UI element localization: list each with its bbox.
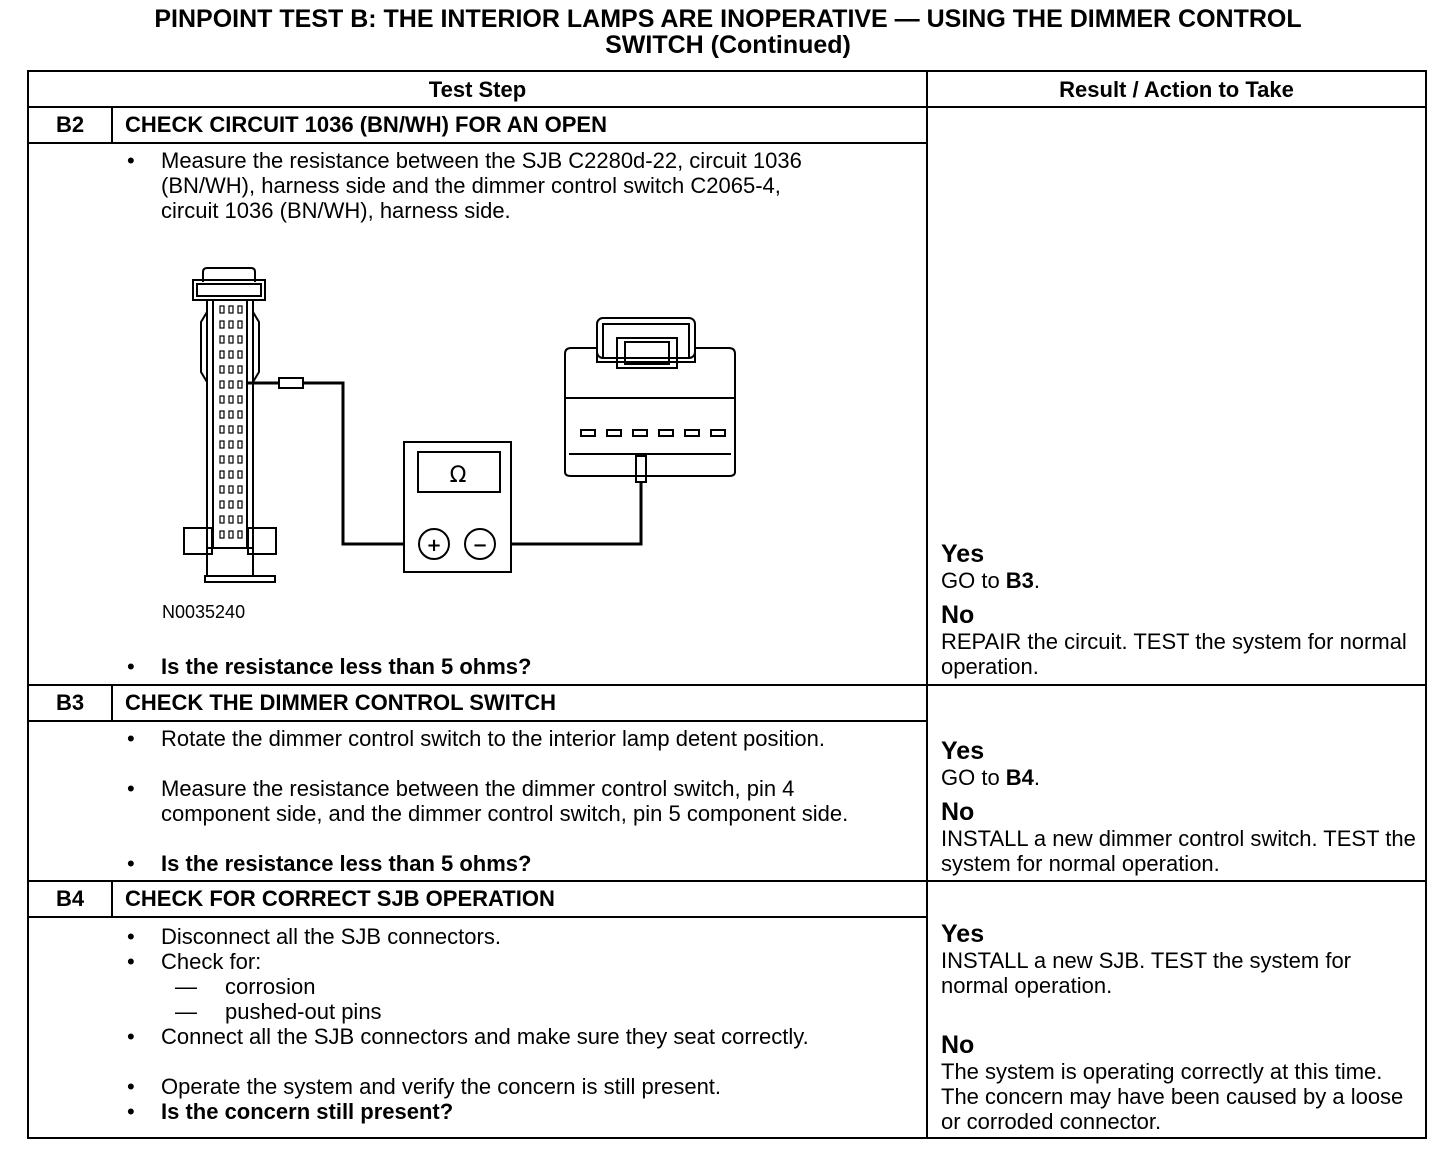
dash: —	[175, 974, 197, 999]
pinpoint-table	[27, 70, 1427, 1139]
connector-pin	[220, 426, 224, 433]
connector-pin	[238, 486, 242, 493]
b4-bullet-1-text: Disconnect all the SJB connectors.	[161, 924, 501, 949]
connector-pin	[229, 441, 233, 448]
b4-id-divider	[111, 880, 113, 918]
connector-pin	[238, 426, 242, 433]
step-title-b4: CHECK FOR CORRECT SJB OPERATION	[125, 886, 555, 911]
connector-pin	[220, 336, 224, 343]
connector-pin	[220, 351, 224, 358]
b3-bullet-1	[127, 726, 867, 751]
connector-pin	[229, 396, 233, 403]
b4-yes-text: INSTALL a new SJB. TEST the system for normal operation.	[941, 948, 1352, 998]
connector-pin	[220, 456, 224, 463]
b4-no-label: No	[941, 1031, 975, 1059]
b3-question-text: Is the resistance less than 5 ohms?	[161, 851, 532, 876]
connector-pin	[238, 441, 242, 448]
b2-bullet-1-text: Measure the resistance between the SJB C2280d-22, circuit 1036 (BN/WH), harness side and the dimmer control switch C2065-4, circuit 1036 (BN/WH), harness side.	[161, 148, 802, 223]
b4-result-no	[941, 1031, 1421, 1134]
connector-pin	[229, 501, 233, 508]
title-line-2: SWITCH (Continued)	[605, 31, 851, 59]
b3-yes-suffix: .	[1033, 765, 1041, 790]
b3-yes-label: Yes	[941, 737, 985, 765]
b4-result-yes	[941, 920, 1421, 998]
connector-pin	[238, 381, 242, 388]
connector-pin	[238, 516, 242, 523]
bullet: •	[127, 726, 135, 751]
connector-pin	[238, 351, 242, 358]
connector-pin	[238, 321, 242, 328]
dimmer-pins	[581, 430, 725, 436]
bullet: •	[127, 851, 135, 876]
step-title-b2: CHECK CIRCUIT 1036 (BN/WH) FOR AN OPEN	[125, 112, 607, 137]
b4-bullet-2-text: Check for:	[161, 949, 262, 974]
b4-question-text: Is the concern still present?	[161, 1099, 454, 1124]
connector-pin	[229, 411, 233, 418]
connector-pin	[220, 531, 224, 538]
step-id-b4: B4	[55, 886, 85, 911]
connector-pin	[220, 321, 224, 328]
connector-pin	[229, 366, 233, 373]
ohm-symbol: Ω	[449, 463, 467, 488]
b4-bullet-1	[127, 924, 867, 949]
bullet: •	[127, 776, 135, 801]
dash: —	[175, 999, 197, 1024]
b4-sub-2	[175, 999, 382, 1024]
connector-pin	[220, 366, 224, 373]
b2-yes-suffix: .	[1033, 568, 1041, 593]
connector-pin	[229, 531, 233, 538]
connector-pin	[238, 366, 242, 373]
sjb-connector	[184, 268, 276, 582]
b2-no-label: No	[941, 601, 975, 629]
b4-question	[127, 1099, 867, 1124]
b2-question	[127, 654, 867, 679]
connector-pin	[220, 501, 224, 508]
b3-no-label: No	[941, 798, 975, 826]
bullet: •	[127, 924, 135, 949]
connector-pin	[229, 351, 233, 358]
connector-pin	[238, 456, 242, 463]
b3-yes-prefix: GO to	[941, 765, 1006, 790]
step-id-b2: B2	[55, 112, 85, 137]
connector-pin	[220, 516, 224, 523]
title-line-1: PINPOINT TEST B: THE INTERIOR LAMPS ARE INOPERATIVE — USING THE DIMMER CONTROL	[154, 5, 1302, 33]
connector-pin	[229, 321, 233, 328]
connector-pin	[229, 456, 233, 463]
bullet: •	[127, 1024, 135, 1049]
connector-pin	[229, 336, 233, 343]
connector-pin	[220, 396, 224, 403]
step-id-b3: B3	[55, 690, 85, 715]
sjb-pins	[220, 306, 242, 538]
plus-terminal: +	[426, 535, 442, 556]
bullet: •	[127, 1074, 135, 1099]
b3-title-divider	[29, 720, 926, 722]
connector-pin	[229, 381, 233, 388]
bullet: •	[127, 1099, 135, 1124]
page-title	[0, 6, 1456, 58]
connector-pin	[220, 441, 224, 448]
connector-pin	[238, 531, 242, 538]
connector-pin	[238, 501, 242, 508]
minus-terminal: −	[472, 535, 488, 556]
connector-pin	[229, 516, 233, 523]
b3-bullet-2	[127, 776, 867, 826]
dimmer-switch-connector	[565, 318, 735, 476]
connector-pin	[238, 411, 242, 418]
b4-no-text: The system is operating correctly at this time. The concern may have been caused by a loose or corroded connector.	[941, 1059, 1404, 1134]
b3-bullet-2-text: Measure the resistance between the dimmer control switch, pin 4 component side, and the dimmer control switch, pin 5 component side.	[161, 776, 849, 826]
b4-sub-2-text: pushed-out pins	[225, 999, 382, 1024]
b4-sub-1-text: corrosion	[225, 974, 316, 999]
connector-pin	[238, 306, 242, 313]
b4-bullet-3-text: Connect all the SJB connectors and make sure they seat correctly.	[161, 1024, 809, 1049]
b4-bullet-3	[127, 1024, 867, 1049]
b3-id-divider	[111, 684, 113, 722]
connector-pin	[229, 426, 233, 433]
connector-pin	[238, 336, 242, 343]
b3-no-text: INSTALL a new dimmer control switch. TEST the system for normal operation.	[941, 826, 1416, 876]
header-test-step: Test Step	[428, 77, 527, 102]
bullet: •	[127, 148, 135, 173]
b2-result	[941, 540, 1421, 679]
b4-bullet-2	[127, 949, 867, 974]
b4-sub-1	[175, 974, 315, 999]
figure-id: N0035240	[162, 602, 246, 622]
connector-pin	[229, 306, 233, 313]
b4-title-divider	[29, 916, 926, 918]
connector-pin	[238, 471, 242, 478]
bullet: •	[127, 654, 135, 679]
b3-question	[127, 851, 867, 876]
b2-question-text: Is the resistance less than 5 ohms?	[161, 654, 532, 679]
b4-bullet-4-text: Operate the system and verify the concern is still present.	[161, 1074, 722, 1099]
column-divider	[926, 72, 928, 1137]
bullet: •	[127, 949, 135, 974]
b2-no-text: REPAIR the circuit. TEST the system for normal operation.	[941, 629, 1407, 679]
connector-pin	[229, 471, 233, 478]
b2-yes-label: Yes	[941, 540, 985, 568]
ohmmeter	[404, 442, 511, 572]
b2-yes-prefix: GO to	[941, 568, 1006, 593]
connector-pin	[220, 381, 224, 388]
connector-pin	[238, 396, 242, 403]
connector-pin	[220, 486, 224, 493]
connector-pin	[220, 306, 224, 313]
b4-yes-label: Yes	[941, 920, 985, 948]
connector-diagram	[29, 72, 926, 684]
b2-yes-ref: B3	[1005, 568, 1034, 593]
connector-pin	[220, 471, 224, 478]
step-title-b3: CHECK THE DIMMER CONTROL SWITCH	[125, 690, 557, 715]
header-result: Result / Action to Take	[1059, 77, 1294, 102]
connector-pin	[229, 486, 233, 493]
b3-bullet-1-text: Rotate the dimmer control switch to the interior lamp detent position.	[161, 726, 825, 751]
b4-bullet-4	[127, 1074, 867, 1099]
b3-yes-ref: B4	[1005, 765, 1034, 790]
connector-pin	[220, 411, 224, 418]
b3-result	[941, 737, 1421, 876]
